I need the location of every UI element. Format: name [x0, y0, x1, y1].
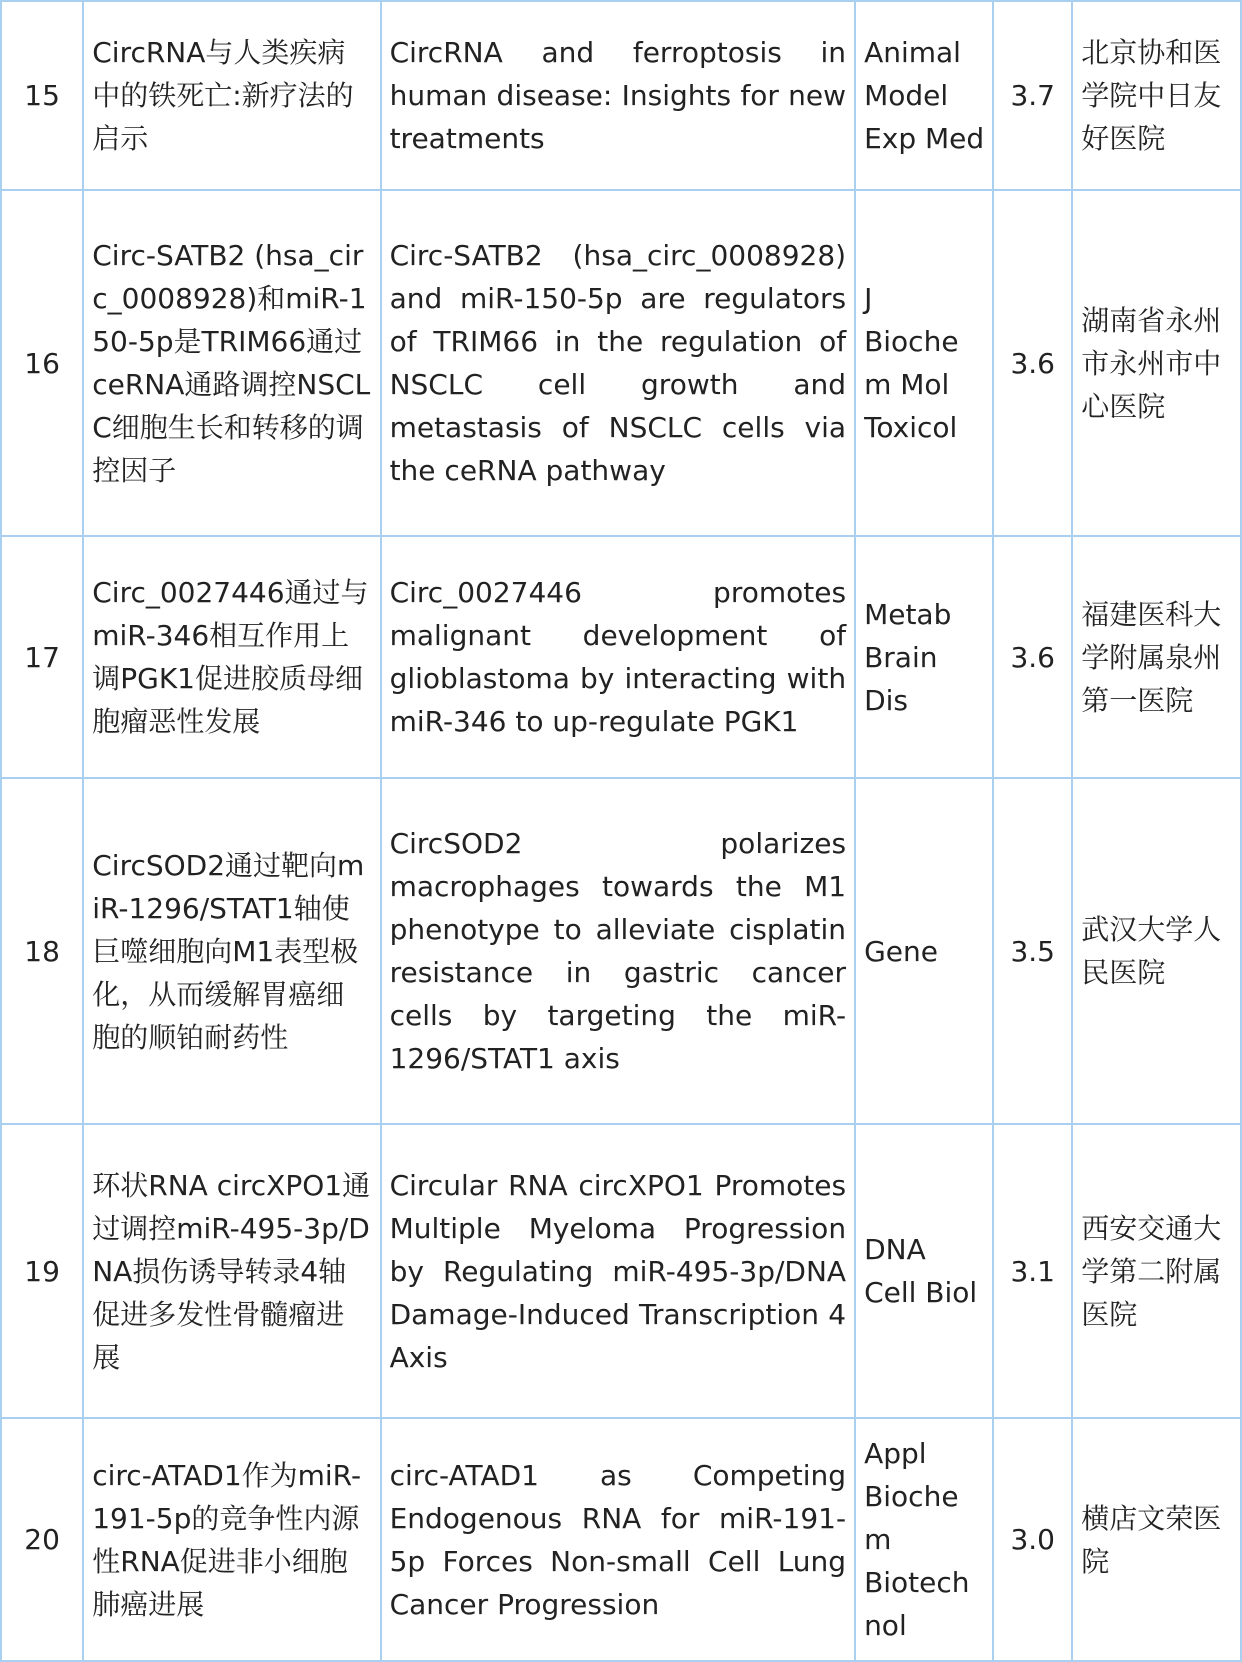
- english-title: Circ-SATB2 (hsa_circ_0008928) and miR-150-5p are regulators of TRIM66 in the regulation of NSCLC cell growth and metastasis of NSCLC cells via the ceRNA pathway: [381, 190, 855, 536]
- row-index: 20: [1, 1418, 83, 1661]
- table-row: [1, 190, 1241, 536]
- english-title: CircSOD2 polarizes macrophages towards the M1 phenotype to alleviate cisplatin resistance in gastric cancer cells by targeting the miR-1296/STAT1 axis: [381, 778, 855, 1124]
- english-title: Circular RNA circXPO1 Promotes Multiple Myeloma Progression by Regulating miR-495-3p/DNA Damage-Induced Transcription 4 Axis: [381, 1124, 855, 1418]
- chinese-title: 环状RNA circXPO1通过调控miR-495-3p/DNA损伤诱导转录4轴促进多发性骨髓瘤进展: [83, 1124, 380, 1418]
- impact-factor: 3.7: [993, 1, 1072, 190]
- hospital-name: 横店文荣医院: [1072, 1418, 1241, 1661]
- journal-name: J Biochem Mol Toxicol: [855, 190, 993, 536]
- table-row: [1, 536, 1241, 778]
- table-row: [1, 1124, 1241, 1418]
- journal-name: Animal Model Exp Med: [855, 1, 993, 190]
- hospital-name: 武汉大学人民医院: [1072, 778, 1241, 1124]
- journal-name: DNA Cell Biol: [855, 1124, 993, 1418]
- row-index: 15: [1, 1, 83, 190]
- row-index: 16: [1, 190, 83, 536]
- hospital-name: 湖南省永州市永州市中心医院: [1072, 190, 1241, 536]
- journal-name: Appl Biochem Biotechnol: [855, 1418, 993, 1661]
- impact-factor: 3.5: [993, 778, 1072, 1124]
- impact-factor: 3.0: [993, 1418, 1072, 1661]
- impact-factor: 3.6: [993, 190, 1072, 536]
- impact-factor: 3.1: [993, 1124, 1072, 1418]
- chinese-title: Circ-SATB2 (hsa_circ_0008928)和miR-150-5p是TRIM66通过ceRNA通路调控NSCLC细胞生长和转移的调控因子: [83, 190, 380, 536]
- hospital-name: 北京协和医学院中日友好医院: [1072, 1, 1241, 190]
- row-index: 17: [1, 536, 83, 778]
- hospital-name: 西安交通大学第二附属医院: [1072, 1124, 1241, 1418]
- chinese-title: CircSOD2通过靶向miR-1296/STAT1轴使巨噬细胞向M1表型极化，从而缓解胃癌细胞的顺铂耐药性: [83, 778, 380, 1124]
- row-index: 19: [1, 1124, 83, 1418]
- chinese-title: CircRNA与人类疾病中的铁死亡:新疗法的启示: [83, 1, 380, 190]
- chinese-title: circ-ATAD1作为miR-191-5p的竞争性内源性RNA促进非小细胞肺癌进展: [83, 1418, 380, 1661]
- impact-factor: 3.6: [993, 536, 1072, 778]
- journal-name: Gene: [855, 778, 993, 1124]
- row-index: 18: [1, 778, 83, 1124]
- journal-name: Metab Brain Dis: [855, 536, 993, 778]
- chinese-title: Circ_0027446通过与miR-346相互作用上调PGK1促进胶质母细胞瘤恶性发展: [83, 536, 380, 778]
- english-title: CircRNA and ferroptosis in human disease: Insights for new treatments: [381, 1, 855, 190]
- english-title: Circ_0027446 promotes malignant development of glioblastoma by interacting with miR-346 to up-regulate PGK1: [381, 536, 855, 778]
- table-row: [1, 778, 1241, 1124]
- hospital-name: 福建医科大学附属泉州第一医院: [1072, 536, 1241, 778]
- english-title: circ-ATAD1 as Competing Endogenous RNA for miR-191-5p Forces Non-small Cell Lung Cancer Progression: [381, 1418, 855, 1661]
- table-row: [1, 1418, 1241, 1661]
- table-row: [1, 1, 1241, 190]
